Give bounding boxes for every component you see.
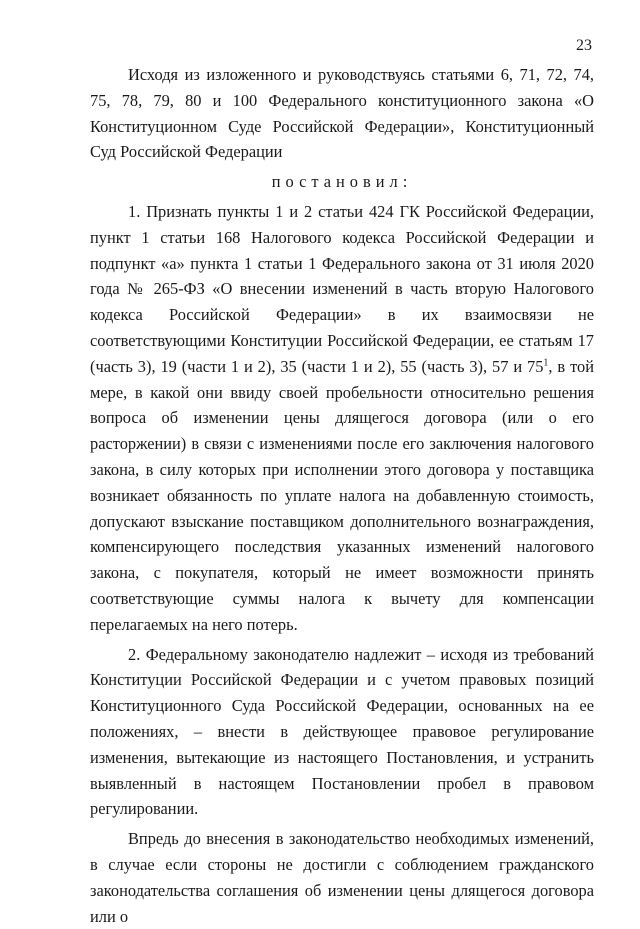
intro-paragraph: Исходя из изложенного и руководствуясь статьями 6, 71, 72, 74, 75, 78, 79, 80 и 100 Федерального конституционного закона «О Конституционном Суде Российской Федерации», Конституционный Суд Российской Федерации — [90, 65, 594, 162]
clause-1-text-start: 1. Признать пункты 1 и 2 статьи 424 ГК Российской Федерации, пункт 1 статьи 168 Налогового кодекса Российской Федерации и подпункт «а» пункта 1 статьи 1 Федерального закона от 31 июля 2020 года № 265-ФЗ «О внесении изменений в часть вторую Налогового кодекса Российской Федерации» в их взаимосвязи не соответствующими Конституции Российской Федерации, ее статьям 17 (часть 3), 19 (части 1 и 2), 35 (части 1 и 2), 55 (часть 3), 57 и 75 — [90, 201, 594, 376]
clause-1-paragraph — [90, 199, 594, 638]
clause-2-paragraph: 2. Федеральному законодателю надлежит – исходя из требований Конституции Российской Федерации и с учетом правовых позиций Конституционного Суда Российской Федерации, основанных на ее положениях, – внести в действующее правовое регулирование изменения, вытекающие из настоящего Постановления, и устранить выявленный в настоящем Постановлении пробел в правовом регулировании. — [90, 644, 594, 819]
continuation-paragraph: Впредь до внесения в законодательство необходимых изменений, в случае если стороны не достигли с соблюдением гражданского законодательства соглашения об изменении цены длящегося договора или о — [90, 829, 594, 926]
article-superscript: 1 — [543, 357, 549, 369]
clause-1-text-end: , в той мере, в какой они ввиду своей пробельности относительно решения вопроса об изменении цены длящегося договора (или о его расторжении) в связи с изменениями после его заключения налогового закона, в силу которых при исполнении этого договора у поставщика возникает обязанность по уплате налога на добавленную стоимость, допускают взыскание поставщиком дополнительного вознаграждения, компенсирующего последствия указанных изменений налогового закона, с покупателя, который не имеет возможности принять соответствующие суммы налога к вычету для компенсации перелагаемых на него потерь. — [90, 356, 594, 634]
resolution-heading: постановил: — [271, 172, 413, 192]
page-number: 23 — [576, 37, 592, 54]
document-body — [90, 62, 594, 929]
